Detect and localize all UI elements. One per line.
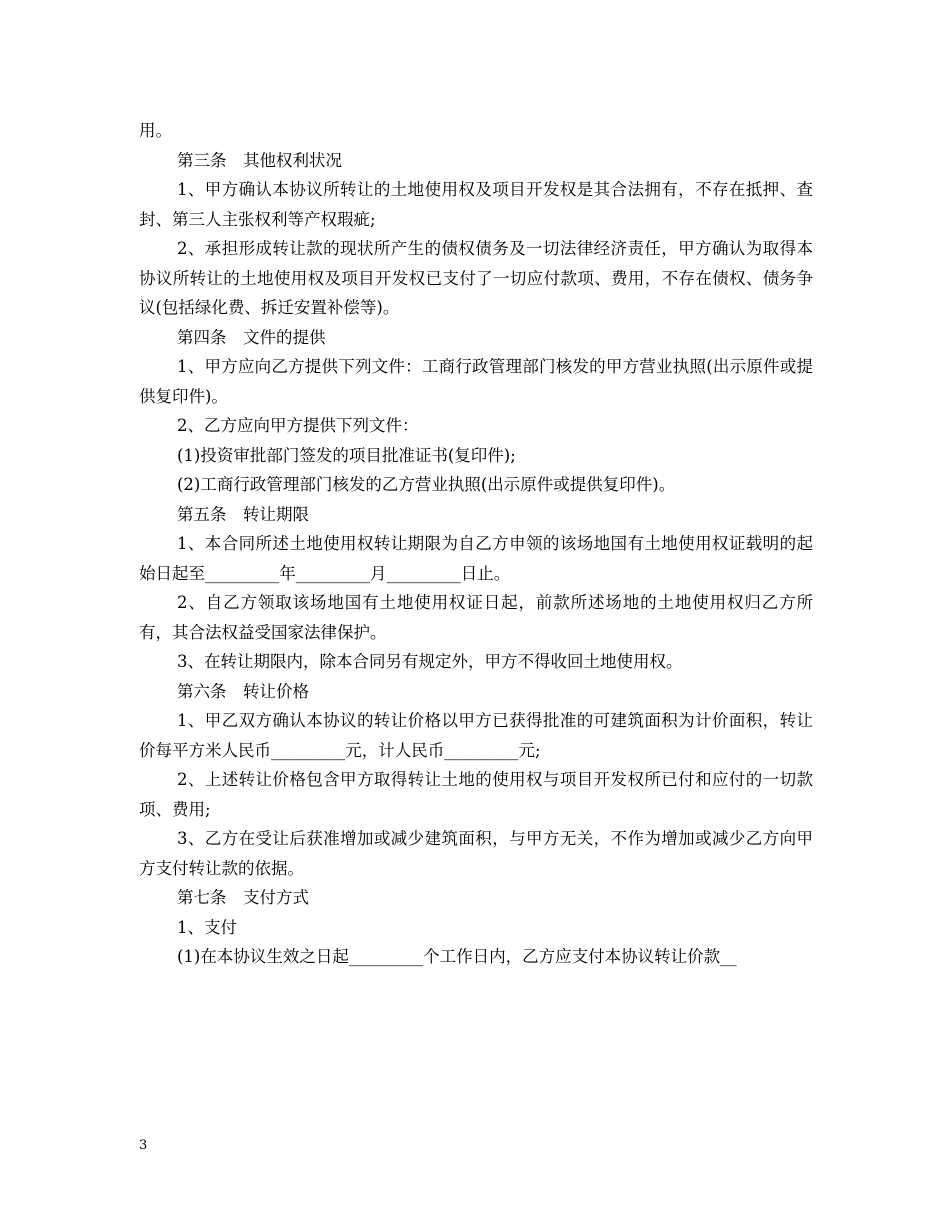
paragraph: 第三条 其他权利状况 — [177, 150, 342, 170]
paragraph: 第七条 支付方式 — [177, 888, 309, 907]
paragraph: (1)在本协议生效之日起_________个工作日内，乙方应支付本协议转让价款__ — [177, 947, 737, 966]
paragraph: 1、甲方应向乙方提供下列文件：工商行政管理部门核发的甲方营业执照(出示原件或提供复印件)。 — [139, 357, 813, 406]
paragraph: 1、本合同所述土地使用权转让期限为自乙方申领的该场地国有土地使用权证载明的起始日起至_________年_________月_________日止。 — [139, 534, 813, 583]
document-body — [139, 116, 813, 972]
paragraph: 第六条 转让价格 — [177, 681, 309, 701]
paragraph: 第四条 文件的提供 — [177, 327, 326, 347]
paragraph: (1)投资审批部门签发的项目批准证书(复印件); — [177, 445, 516, 465]
paragraph: (2)工商行政管理部门核发的乙方营业执照(出示原件或提供复印件)。 — [177, 475, 676, 494]
paragraph: 用。 — [139, 121, 172, 140]
paragraph: 3、在转让期限内，除本合同另有规定外，甲方不得收回土地使用权。 — [177, 652, 683, 671]
paragraph: 2、乙方应向甲方提供下列文件： — [177, 416, 419, 435]
paragraph: 2、承担形成转让款的现状所产生的债权债务及一切法律经济责任，甲方确认为取得本协议所转让的土地使用权及项目开发权已支付了一切应付款项、费用，不存在债权、债务争议(包括绿化费、拆迁安置补偿等)。 — [139, 239, 813, 317]
paragraph: 1、甲乙双方确认本协议的转让价格以甲方已获得批准的可建筑面积为计价面积，转让价每平方米人民币_________元，计人民币_________元; — [139, 711, 813, 760]
paragraph: 3、乙方在受让后获准增加或减少建筑面积，与甲方无关，不作为增加或减少乙方向甲方支付转让款的依据。 — [139, 829, 813, 878]
paragraph: 2、自乙方领取该场地国有土地使用权证日起，前款所述场地的土地使用权归乙方所有，其合法权益受国家法律保护。 — [139, 593, 813, 642]
paragraph: 第五条 转让期限 — [177, 504, 309, 524]
page-number: 3 — [139, 1138, 148, 1153]
paragraph: 1、支付 — [177, 917, 237, 937]
paragraph: 2、上述转让价格包含甲方取得转让土地的使用权与项目开发权所已付和应付的一切款项、费用; — [139, 770, 813, 819]
paragraph: 1、甲方确认本协议所转让的土地使用权及项目开发权是其合法拥有，不存在抵押、查封、第三人主张权利等产权瑕疵; — [139, 180, 813, 229]
